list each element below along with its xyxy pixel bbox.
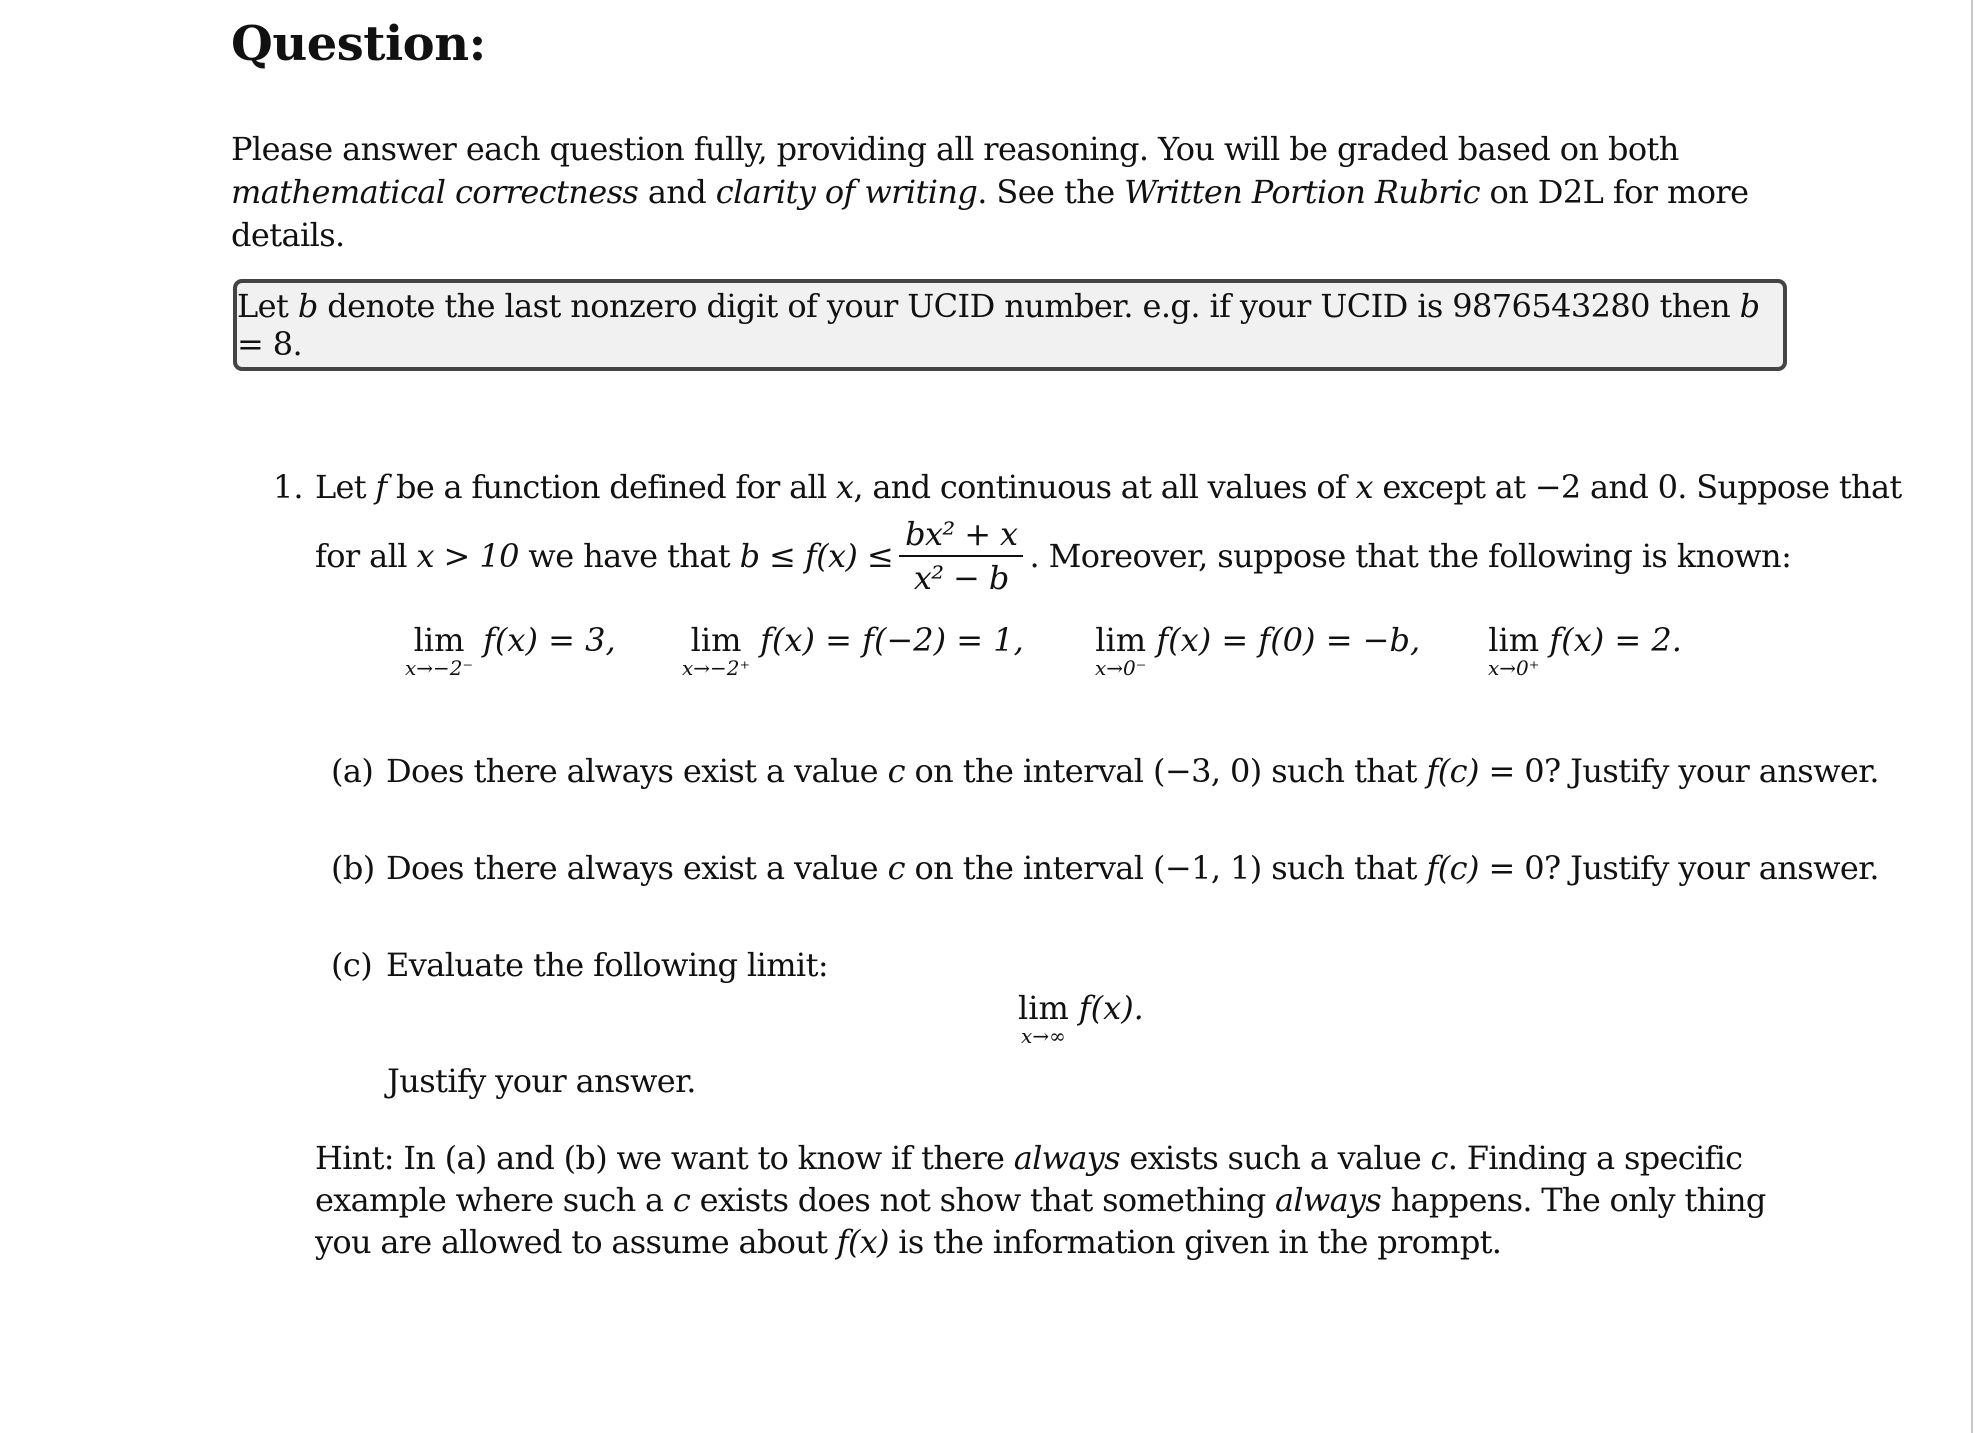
part-a-text-3: = 0? Justify your answer.: [1478, 752, 1879, 790]
lim-subscript: x→0⁻: [1095, 656, 1147, 680]
ucid-notice-box: [233, 279, 1787, 371]
q1-text-a: Let: [315, 468, 376, 506]
hint-text-3: . Finding a specific example where such a: [315, 1139, 1743, 1219]
lim-word: lim: [1018, 989, 1069, 1027]
question-1-line-2: [315, 516, 1791, 596]
notice-text-3: = 8.: [237, 325, 303, 363]
part-b: [331, 849, 1879, 887]
part-a-var-c: c: [887, 752, 905, 790]
fraction-denominator: x² − b: [913, 559, 1009, 597]
notice-text-2: denote the last nonzero digit of your UCID number. e.g. if your UCID is 9876543280 then: [317, 287, 1740, 325]
lim-operator: [1018, 990, 1069, 1046]
q1-var-x: x: [836, 468, 854, 506]
instructions-paragraph: [231, 128, 1791, 257]
hint-var-c: c: [1430, 1139, 1448, 1177]
hint-emphasis-always-2: always: [1275, 1181, 1382, 1219]
lim-subscript: x→0⁺: [1488, 656, 1540, 680]
intro-emphasis-rubric: Written Portion Rubric: [1124, 173, 1480, 211]
q1-line2-text-c: . Moreover, suppose that the following is known:: [1029, 537, 1792, 575]
hint-fx: f(x): [836, 1223, 889, 1261]
hint-text-5: happens. The only thing you are allowed to assume about: [315, 1181, 1766, 1261]
notice-text-1: Let: [237, 287, 298, 325]
limit-at-infinity: [1018, 990, 1144, 1046]
lim-subscript: x→−2⁺: [682, 656, 751, 680]
intro-text-1: Please answer each question fully, providing all reasoning. You will be graded based on both: [231, 130, 1679, 168]
lim-operator: [682, 622, 750, 678]
part-b-text-1: Does there always exist a value: [386, 849, 888, 887]
limit-left-of-minus-2: [405, 622, 616, 678]
hint-text-1: Hint: In (a) and (b) we want to know if there: [315, 1139, 1014, 1177]
notice-variable-b-2: b: [1739, 287, 1760, 325]
lim-word: lim: [1095, 621, 1147, 659]
part-a-label: (a): [331, 752, 374, 790]
q1-var-x-2: x: [1355, 468, 1373, 506]
limit-right-of-minus-2: [682, 622, 1024, 678]
lim-operator: [1095, 622, 1146, 678]
question-number: 1.: [273, 468, 304, 506]
part-c-justify: Justify your answer.: [387, 1062, 696, 1100]
hint-text-2: exists such a value: [1119, 1139, 1431, 1177]
part-c-label: (c): [331, 946, 373, 984]
lim-operator: [1488, 622, 1539, 678]
lim-operator: [405, 622, 473, 678]
part-c-text: Evaluate the following limit:: [386, 946, 829, 984]
part-b-text-2: on the interval (−1, 1) such that: [904, 849, 1427, 887]
intro-emphasis-clarity: clarity of writing: [715, 173, 978, 211]
limit-left-of-0: [1095, 622, 1420, 678]
q1-line2-text-a: for all: [315, 537, 407, 575]
page-edge-line: [1971, 0, 1973, 1433]
lim-expression: f(x).: [1078, 989, 1144, 1027]
part-c: [331, 946, 828, 984]
bound-fraction: [899, 515, 1023, 597]
question-heading: Question:: [231, 16, 486, 72]
q1-text-d: except at −2 and 0. Suppose that: [1372, 468, 1902, 506]
part-b-text-3: = 0? Justify your answer.: [1478, 849, 1879, 887]
q1-text-b: be a function defined for all: [386, 468, 837, 506]
hint-paragraph: [315, 1137, 1795, 1263]
hint-var-c-2: c: [672, 1181, 691, 1219]
intro-emphasis-mathematical-correctness: mathematical correctness: [231, 173, 639, 211]
hint-text-6: is the information given in the prompt.: [888, 1223, 1502, 1261]
q1-line2-text-b: we have that: [528, 537, 731, 575]
part-a-text-1: Does there always exist a value: [386, 752, 888, 790]
q1-var-f: f: [375, 468, 387, 506]
lim-word: lim: [413, 621, 465, 659]
lim-subscript: x→∞: [1021, 1024, 1066, 1048]
part-b-label: (b): [331, 849, 375, 887]
part-a-text-2: on the interval (−3, 0) such that: [904, 752, 1427, 790]
part-a-fc: f(c): [1426, 752, 1479, 790]
intro-text-2: and: [638, 173, 716, 211]
lim-word: lim: [690, 621, 742, 659]
intro-text-4: on D2L for more details.: [231, 173, 1749, 254]
fraction-numerator: bx² + x: [899, 515, 1023, 557]
part-b-fc: f(c): [1426, 849, 1479, 887]
lim-expression: f(x) = 3,: [483, 621, 616, 659]
hint-text-4: exists does not show that something: [690, 1181, 1276, 1219]
lim-expression: f(x) = 2.: [1549, 621, 1682, 659]
lim-subscript: x→−2⁻: [405, 656, 474, 680]
lim-expression: f(x) = f(−2) = 1,: [760, 621, 1024, 659]
lim-word: lim: [1488, 621, 1540, 659]
q1-condition: x > 10: [416, 537, 519, 575]
part-b-var-c: c: [887, 849, 905, 887]
given-limits-row: [405, 622, 1705, 682]
question-1-line-1: [315, 468, 1902, 506]
notice-variable-b: b: [297, 287, 318, 325]
lim-expression: f(x) = f(0) = −b,: [1156, 621, 1421, 659]
intro-text-3: . See the: [977, 173, 1125, 211]
hint-emphasis-always: always: [1013, 1139, 1120, 1177]
part-a: [331, 752, 1879, 790]
q1-text-c: , and continuous at all values of: [853, 468, 1356, 506]
limit-right-of-0: [1488, 622, 1682, 678]
q1-inequality: b ≤ f(x) ≤: [739, 537, 894, 575]
